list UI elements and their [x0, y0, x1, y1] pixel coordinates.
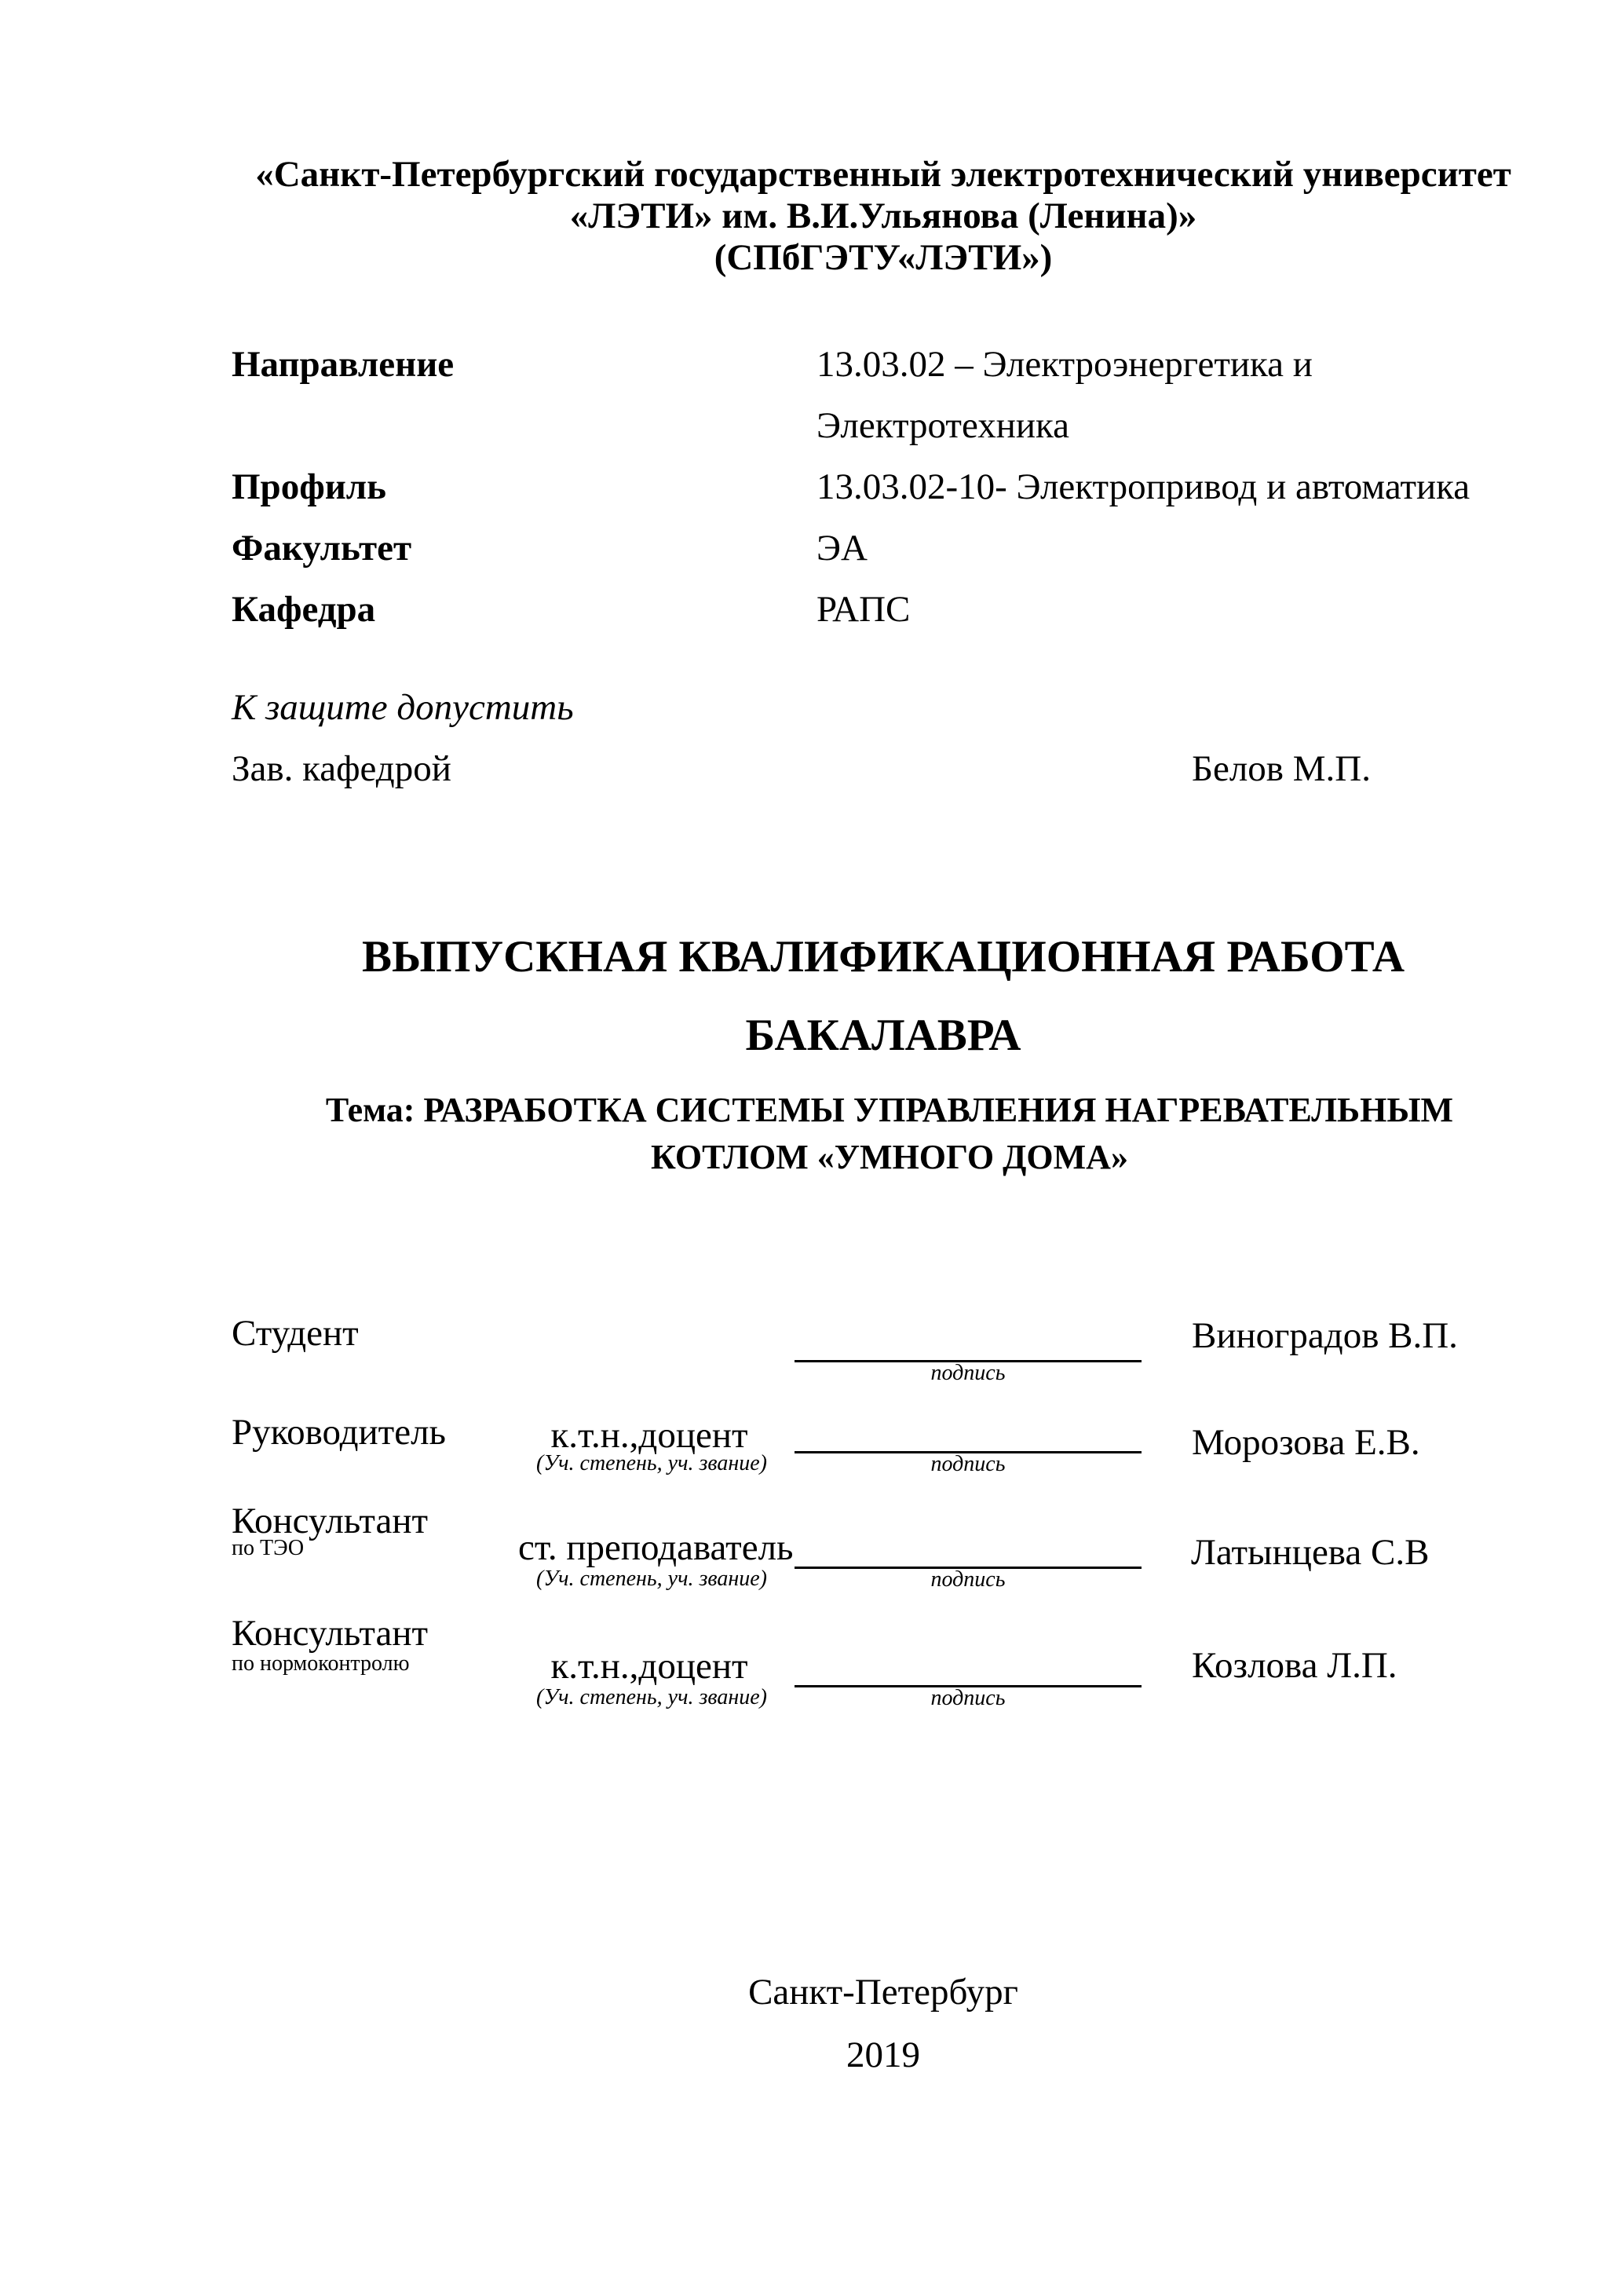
direction-value-line2: Электротехника: [816, 405, 1070, 446]
department-label: Кафедра: [232, 589, 376, 630]
university-name-line2: «ЛЭТИ» им. В.И.Ульянова (Ленина)»: [569, 196, 1197, 236]
qualification-caption-supervisor: (Уч. степень, уч. звание): [536, 1451, 767, 1475]
qualification-caption-consultant-norm: (Уч. степень, уч. звание): [536, 1685, 767, 1709]
profile-value: 13.03.02-10- Электропривод и автоматика: [816, 466, 1470, 507]
footer-year: 2019: [846, 2035, 920, 2075]
role-sub-consultant-teo: по ТЭО: [232, 1536, 305, 1560]
faculty-label: Факультет: [232, 528, 412, 569]
qualification-consultant-teo: ст. преподаватель: [518, 1527, 794, 1568]
qualification-supervisor: к.т.н.,доцент: [550, 1415, 748, 1456]
admission-allow-line: К защите допустить: [232, 687, 574, 728]
role-label-student: Студент: [232, 1313, 359, 1354]
theme-block: [232, 1087, 1547, 1181]
signature-caption-consultant-norm: подпись: [930, 1686, 1006, 1710]
signee-name-consultant-teo: Латынцева С.В: [1191, 1532, 1430, 1573]
signee-name-consultant-norm: Козлова Л.П.: [1192, 1645, 1397, 1686]
theme-line1: Тема: РАЗРАБОТКА СИСТЕМЫ УПРАВЛЕНИЯ НАГРЕВАТЕЛЬНЫМ: [325, 1091, 1454, 1129]
signature-caption-supervisor: подпись: [930, 1452, 1006, 1476]
university-name-line1: «Санкт-Петербургский государственный электротехнический университет: [255, 154, 1511, 195]
program-info: [232, 334, 1470, 640]
work-title-line1: ВЫПУСКНАЯ КВАЛИФИКАЦИОННАЯ РАБОТА: [361, 932, 1405, 982]
signee-name-supervisor: Морозова Е.В.: [1192, 1422, 1420, 1463]
signee-name-student: Виноградов В.П.: [1192, 1315, 1458, 1356]
program-row-profile: [232, 456, 1470, 517]
role-sub-consultant-norm: по нормоконтролю: [232, 1651, 410, 1676]
program-row-direction-cont: [232, 395, 1470, 456]
signature-caption-student: подпись: [930, 1361, 1006, 1385]
program-row-direction: [232, 334, 1470, 395]
signature-caption-consultant-teo: подпись: [930, 1567, 1006, 1592]
program-row-department: [232, 579, 1470, 640]
department-value: РАПС: [816, 589, 911, 630]
university-abbreviation: (СПбГЭТУ«ЛЭТИ»): [714, 237, 1053, 278]
work-title-line2: БАКАЛАВРА: [745, 1011, 1021, 1060]
program-row-faculty: [232, 517, 1470, 579]
university-header: [232, 154, 1535, 279]
footer-city: Санкт-Петербург: [748, 1972, 1018, 2013]
direction-value-line1: 13.03.02 – Электроэнергетика и: [816, 344, 1313, 385]
role-label-consultant-norm: Консультант: [232, 1613, 429, 1654]
qualification-caption-consultant-teo: (Уч. степень, уч. звание): [536, 1567, 767, 1591]
profile-label: Профиль: [232, 466, 387, 507]
faculty-value: ЭА: [816, 528, 868, 569]
direction-label: Направление: [232, 344, 455, 385]
role-label-supervisor: Руководитель: [232, 1412, 446, 1453]
department-head-name: Белов М.П.: [1192, 748, 1371, 789]
theme-line2: КОТЛОМ «УМНОГО ДОМА»: [651, 1138, 1128, 1176]
role-label-consultant-teo: Консультант: [232, 1501, 429, 1541]
qualification-consultant-norm: к.т.н.,доцент: [550, 1646, 748, 1687]
department-head-label: Зав. кафедрой: [232, 748, 451, 789]
